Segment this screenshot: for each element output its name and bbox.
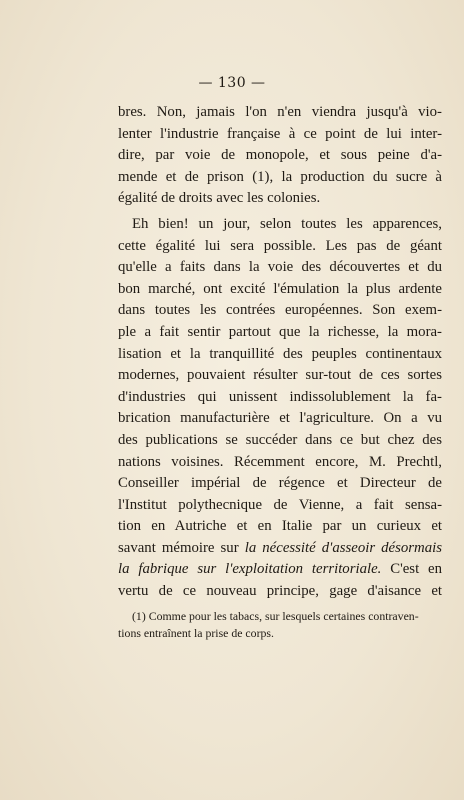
body-text [118, 102, 442, 603]
text-line: mende et de prison (1), la production du sucre à [118, 168, 442, 185]
text-line [118, 538, 442, 560]
text-line: qu'elle a faits dans la voie des découvertes et du [118, 259, 442, 276]
footnote-line: tions entraînent la prise de corps. [118, 626, 274, 640]
text-line: d'industries qui unissent indissolublement la fa- [118, 388, 442, 405]
text-line: vertu de ce nouveau principe, gage d'aisance et [118, 583, 442, 600]
text-line: l'Institut polythecnique de Vienne, a fait sensa- [118, 496, 442, 513]
text-line: modernes, pouvaient résulter sur-tout de ces sortes [118, 367, 442, 384]
text-line: dans toutes les contrées européennes. Son exem- [118, 302, 442, 319]
text-run: savant mémoire sur [118, 539, 245, 556]
text-line: brication manufacturière et l'agriculture. On a vu [118, 410, 442, 427]
page-number: — 130 — [198, 75, 266, 91]
text-line: Eh bien! un jour, selon toutes les apparences, [132, 215, 442, 232]
text-line: nations voisines. Récemment encore, M. Prechtl, [118, 453, 442, 470]
text-line: dire, par voie de monopole, et sous peine d'a- [118, 147, 442, 164]
text-line [118, 559, 442, 581]
footnote [118, 608, 442, 642]
text-line: bon marché, ont excité l'émulation la plus ardente [118, 280, 442, 297]
text-line: égalité de droits avec les colonies. [118, 190, 321, 207]
text-run: C'est en [381, 561, 442, 578]
text-line: ple a fait sentir partout que la richesse, la mora- [118, 323, 442, 340]
text-line: des publications se succéder dans ce but chez des [118, 431, 442, 448]
text-line: Conseiller impérial de régence et Directeur de [118, 475, 442, 492]
italic-title-part: la nécessité d'asseoir désormais [244, 539, 442, 556]
italic-title-part: la fabrique sur l'exploitation territoriale. [118, 561, 382, 578]
text-line: lisation et la tranquillité des peuples continentaux [118, 345, 442, 362]
text-line: lenter l'industrie française à ce point de lui inter- [118, 125, 442, 142]
text-line: cette égalité lui sera possible. Les pas de géant [118, 237, 442, 254]
text-line: tion en Autriche et en Italie par un curieux et [118, 518, 442, 535]
footnote-line: (1) Comme pour les tabacs, sur lesquels certaines contraven- [132, 609, 419, 623]
text-line: bres. Non, jamais l'on n'en viendra jusqu'à vio- [118, 104, 442, 120]
